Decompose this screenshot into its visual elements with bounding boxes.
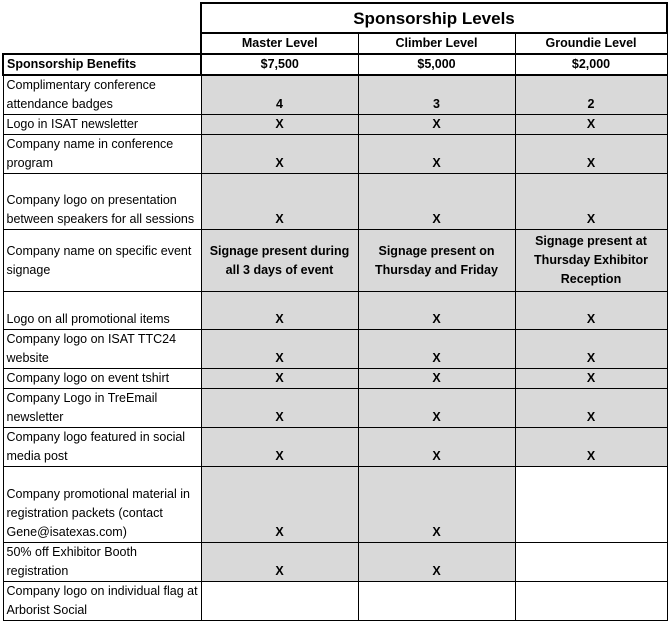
benefit-value: Signage present at Thursday Exhibitor Reception: [515, 230, 667, 292]
benefit-value: X: [201, 330, 358, 369]
level-price-master: $7,500: [201, 54, 358, 75]
benefit-value: X: [358, 135, 515, 174]
benefit-value: X: [358, 389, 515, 428]
benefit-label: Company logo on presentation between speakers for all sessions: [3, 174, 201, 230]
benefit-label: Company logo on individual flag at Arborist Social: [3, 582, 201, 621]
benefit-value: [515, 467, 667, 543]
benefit-value: X: [201, 369, 358, 389]
benefit-value: X: [358, 292, 515, 330]
benefit-value: X: [358, 428, 515, 467]
benefit-value: X: [515, 115, 667, 135]
table-row: [3, 467, 667, 543]
benefit-value: X: [515, 369, 667, 389]
benefit-value: X: [201, 543, 358, 582]
table-title: Sponsorship Levels: [201, 3, 667, 33]
table-row: [3, 174, 667, 230]
benefit-label: Company name in conference program: [3, 135, 201, 174]
benefit-value: X: [201, 467, 358, 543]
benefit-value: X: [358, 543, 515, 582]
level-name-groundie: Groundie Level: [515, 33, 667, 54]
benefit-value: X: [358, 467, 515, 543]
benefit-value: X: [201, 135, 358, 174]
empty-corner: [3, 3, 201, 33]
benefits-header: Sponsorship Benefits: [3, 54, 201, 75]
benefit-value: 4: [201, 75, 358, 115]
table-row: [3, 135, 667, 174]
level-name-master: Master Level: [201, 33, 358, 54]
benefit-label: Complimentary conference attendance badges: [3, 75, 201, 115]
benefit-label: Logo in ISAT newsletter: [3, 115, 201, 135]
table-row: [3, 115, 667, 135]
empty-corner-2: [3, 33, 201, 54]
benefit-value: Signage present during all 3 days of event: [201, 230, 358, 292]
table-row: [3, 369, 667, 389]
table-row: [3, 389, 667, 428]
benefit-value: X: [358, 174, 515, 230]
benefit-value: X: [515, 174, 667, 230]
level-price-climber: $5,000: [358, 54, 515, 75]
benefit-value: X: [201, 174, 358, 230]
benefit-value: X: [201, 389, 358, 428]
benefit-label: Company name on specific event signage: [3, 230, 201, 292]
level-price-groundie: $2,000: [515, 54, 667, 75]
table-row: [3, 75, 667, 115]
benefit-value: X: [515, 135, 667, 174]
benefit-label: Company logo featured in social media post: [3, 428, 201, 467]
table-row: [3, 330, 667, 369]
sponsorship-table: [2, 2, 668, 621]
benefit-value: X: [201, 428, 358, 467]
benefit-label: 50% off Exhibitor Booth registration: [3, 543, 201, 582]
table-row: [3, 292, 667, 330]
benefit-value: X: [358, 369, 515, 389]
benefit-label: Company logo on event tshirt: [3, 369, 201, 389]
benefit-value: [515, 543, 667, 582]
table-row: [3, 543, 667, 582]
benefit-value: Signage present on Thursday and Friday: [358, 230, 515, 292]
level-name-climber: Climber Level: [358, 33, 515, 54]
benefit-value: X: [358, 115, 515, 135]
table-row: [3, 230, 667, 292]
benefit-label: Company promotional material in registration packets (contact Gene@isatexas.com): [3, 467, 201, 543]
benefit-label: Logo on all promotional items: [3, 292, 201, 330]
table-row: [3, 428, 667, 467]
benefit-value: X: [515, 389, 667, 428]
benefit-value: 2: [515, 75, 667, 115]
benefit-value: X: [201, 115, 358, 135]
benefit-label: Company logo on ISAT TTC24 website: [3, 330, 201, 369]
benefit-value: X: [201, 292, 358, 330]
benefit-value: 3: [358, 75, 515, 115]
benefit-value: X: [358, 330, 515, 369]
benefit-label: Company Logo in TreEmail newsletter: [3, 389, 201, 428]
benefit-value: X: [515, 292, 667, 330]
benefit-value: X: [515, 330, 667, 369]
benefit-value: X: [515, 428, 667, 467]
